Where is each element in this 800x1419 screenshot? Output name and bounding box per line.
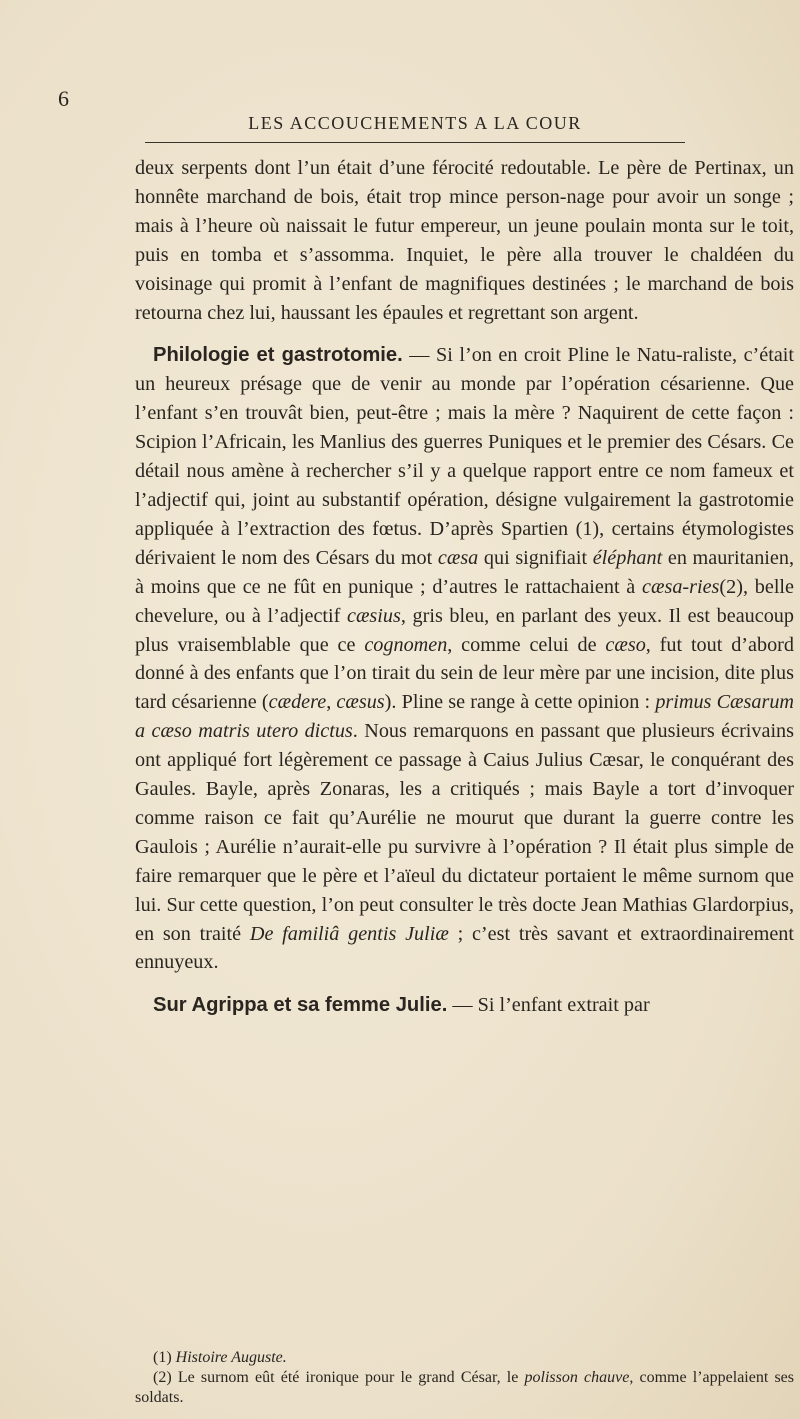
main-text xyxy=(135,154,794,1020)
section-philologie: Philologie et gastrotomie. — Si l’on en croit Pline le Natu-raliste, c’était un heureux présage que de venir au monde par l’opération césarienne. Que l’enfant s’en trouvât bien, peut-être ; mais la mère ? Naquirent de cette façon : Scipion l’Africain, les Manlius des guerres Puniques et le premier des Césars. Ce détail nous amène à rechercher s’il y a quelque rapport entre ce nom fameux et l’adjectif qui, joint au substantif opération, désigne vulgairement la gastrotomie appliquée à l’extraction des fœtus. D’après Spartien (1), certains étymologistes dérivaient le nom des Césars du mot cæsa qui signifiait éléphant en mauritanien, à moins que ce ne fût en punique ; d’autres le rattachaient à cæsa-ries(2), belle chevelure, ou à l’adjectif cæsius, gris bleu, en parlant des yeux. Il est beaucoup plus vraisemblable que ce cognomen, comme celui de cæso, fut tout d’abord donné à des enfants que l’on tirait du sein de leur mère par une incision, dite plus tard césarienne (cædere, cæsus). Pline se range à cette opinion : primus Cæsarum a cæso matris utero dictus. Nous remarquons en passant que plusieurs écrivains ont appliqué fort légèrement ce passage à Caius Julius Cæsar, le conquérant des Gaules. Bayle, après Zonaras, les a critiqués ; mais Bayle a tort d’invoquer comme raison ce fait qu’Aurélie ne mourut que durant la guerre contre les Gaulois ; Aurélie n’aurait-elle pu survivre à l’opération ? Il était plus simple de faire remarquer que le père et l’aïeul du dictateur portaient le même surnom que lui. Sur cette question, l’on peut consulter le très docte Jean Mathias Glardorpius, en son traité De familiâ gentis Juliæ ; c’est très savant et extraordinairement ennuyeux. xyxy=(135,344,795,974)
page-number: 6 xyxy=(58,86,69,111)
footnotes xyxy=(135,1348,794,1408)
footnote-2: (2) Le surnom eût été ironique pour le grand César, le polisson chauve, comme l’appelaient ses soldats. xyxy=(135,1369,795,1406)
footnote-1: (1) Histoire Auguste. xyxy=(153,1349,287,1366)
running-title: LES ACCOUCHEMENTS A LA COUR xyxy=(248,113,582,133)
paragraph-1: deux serpents dont l’un était d’une férocité redoutable. Le père de Pertinax, un honnête marchand de bois, était trop mince person-nage pour avoir un songe ; mais à l’heure où naissait le futur empereur, un jeune poulain monta sur le toit, puis en tomba et s’assomma. Inquiet, le père alla trouver le chaldéen du voisinage qui promit à l’enfant de magnifiques destinées ; le marchand de bois retourna chez lui, haussant les épaules et regrettant son argent. xyxy=(135,157,794,324)
section-heading: Sur Agrippa et sa femme Julie. xyxy=(153,994,448,1017)
section-agrippa: Sur Agrippa et sa femme Julie. — Si l’enfant extrait par xyxy=(153,994,650,1017)
section-heading: Philologie et gastrotomie. xyxy=(153,344,403,367)
header-rule xyxy=(145,142,685,143)
